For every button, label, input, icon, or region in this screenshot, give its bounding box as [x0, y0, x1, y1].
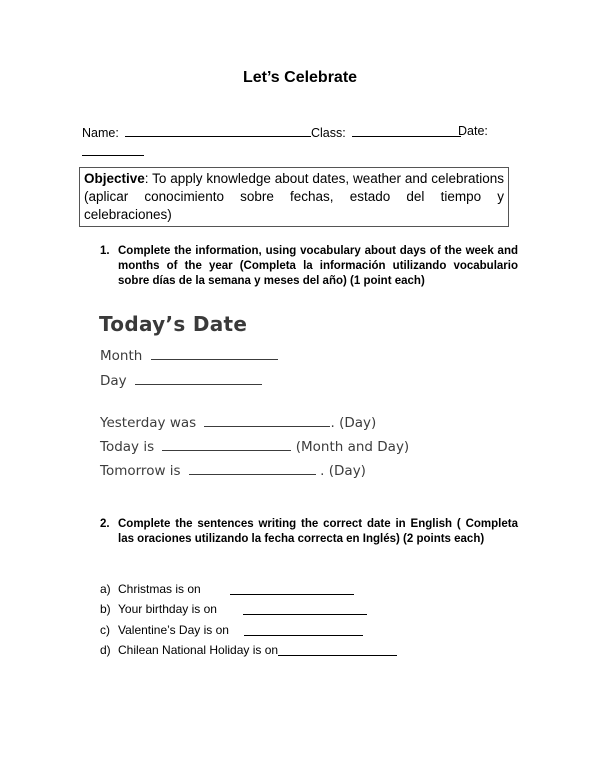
date-blank[interactable] [82, 145, 144, 156]
item-letter: c) [100, 623, 110, 637]
yesterday-label: Yesterday was [100, 415, 197, 431]
tomorrow-row [100, 462, 366, 479]
item-letter: d) [100, 643, 111, 657]
month-label: Month [100, 348, 143, 364]
today-label: Today is [100, 439, 155, 455]
class-label: Class: [311, 126, 346, 140]
yesterday-blank[interactable] [204, 414, 330, 427]
tomorrow-label: Tomorrow is [100, 463, 181, 479]
item-letter: a) [100, 582, 111, 596]
today-row [100, 438, 409, 455]
day-blank[interactable] [135, 372, 262, 385]
item-text: Valentine’s Day is on [118, 623, 229, 637]
month-row [100, 347, 278, 364]
tomorrow-hint: . (Day) [320, 463, 366, 479]
question-1 [100, 244, 518, 289]
item-text: Chilean National Holiday is on [118, 643, 279, 657]
month-blank[interactable] [151, 347, 278, 360]
item-text: Your birthday is on [118, 602, 217, 616]
question-2 [100, 517, 518, 547]
today-blank[interactable] [162, 438, 291, 451]
yesterday-hint: . (Day) [330, 415, 377, 431]
question-1-text: Complete the information, using vocabulary about days of the week and months of the year (Completa la información utilizando vocabulario sobre días de la semana y meses del año) (1 point each) [118, 245, 518, 287]
objective-box [79, 167, 509, 227]
class-blank[interactable] [352, 124, 461, 137]
name-blank[interactable] [125, 124, 311, 137]
question-2-number: 2. [100, 518, 110, 530]
name-label: Name: [82, 126, 119, 140]
date-label: Date: [458, 124, 488, 138]
objective-text: : To apply knowledge about dates, weather and celebrations (aplicar conocimiento sobre fechas, estado del tiempo y celebraciones) [84, 171, 504, 222]
item-b-blank[interactable] [243, 604, 367, 615]
class-field [311, 124, 461, 140]
date-field [458, 124, 488, 138]
yesterday-row [100, 414, 376, 431]
day-row [100, 372, 262, 389]
page-title: Let’s Celebrate [242, 69, 358, 86]
name-field [82, 124, 311, 140]
item-letter: b) [100, 602, 111, 616]
question-2-text: Complete the sentences writing the correct date in English ( Completa las oraciones utilizando la fecha correcta en Inglés) (2 points each) [118, 518, 518, 545]
item-c-blank[interactable] [244, 625, 363, 636]
objective-label: Objective [84, 171, 145, 186]
item-text: Christmas is on [118, 582, 201, 596]
today-hint: (Month and Day) [295, 439, 410, 455]
day-label: Day [100, 373, 127, 389]
item-d-blank[interactable] [278, 645, 397, 656]
question-1-number: 1. [100, 245, 110, 257]
item-a-blank[interactable] [230, 584, 354, 595]
todays-date-title: Today’s Date [99, 312, 248, 336]
tomorrow-blank[interactable] [189, 462, 316, 475]
